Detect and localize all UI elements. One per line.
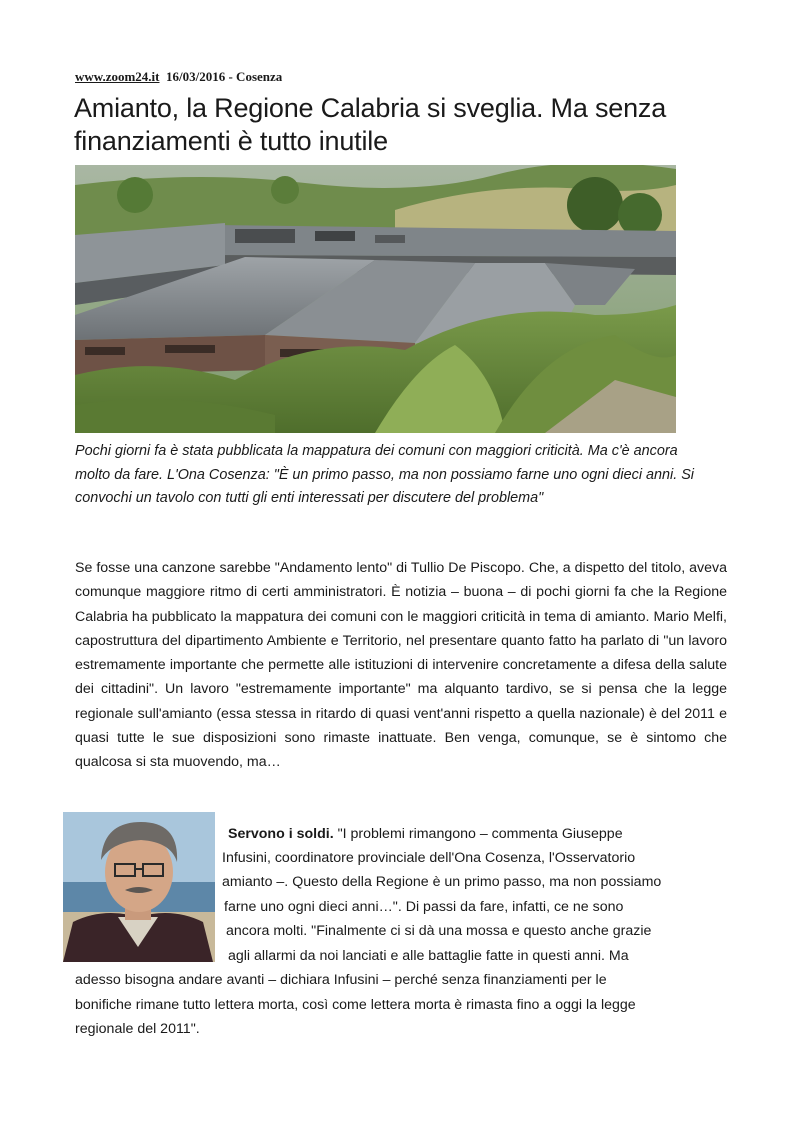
paragraph2-line-4: farne uno ogni dieci anni…". Di passi da fare, infatti, ce ne sono [224, 899, 624, 915]
paragraph2-line-5: ancora molti. "Finalmente ci si dà una mossa e questo anche grazie [226, 923, 652, 939]
section-lead-in: Servono i soldi. [228, 826, 334, 842]
paragraph2-line-7: adesso bisogna andare avanti – dichiara Infusini – perché senza finanziamenti per le [75, 972, 607, 988]
hero-photo-abandoned-warehouses [75, 165, 676, 433]
paragraph2-line-9: regionale del 2011". [75, 1021, 200, 1037]
source-website-link[interactable]: www.zoom24.it [75, 69, 160, 84]
photo-caption: Pochi giorni fa è stata pubblicata la mappatura dei comuni con maggiori criticità. Ma c'è ancora molto da fare. L'Ona Cosenza: "È un primo passo, ma non possiamo farne uno ogni dieci anni. Si convochi un tavolo con tutti gli enti interessati per discutere del problema" [75, 443, 695, 506]
paragraph2-line-1-text: "I problemi rimangono – commenta Giuseppe [337, 826, 623, 842]
article-headline: Amianto, la Regione Calabria si sveglia. Ma senza finanziamenti è tutto inutile [74, 93, 667, 156]
portrait-photo-giuseppe-infusini [63, 812, 215, 962]
paragraph2-line-1 [228, 822, 623, 846]
paragraph2-line-8: bonifiche rimane tutto lettera morta, così come lettera morta è rimasta fino a oggi la legge [75, 997, 636, 1013]
paragraph2-line-2: Infusini, coordinatore provinciale dell'Ona Cosenza, l'Osservatorio [222, 850, 636, 866]
article-source-line [75, 69, 282, 85]
paragraph2-line-6: agli allarmi da noi lanciati e alle battaglie fatte in questi anni. Ma [228, 948, 629, 964]
paragraph2-line-3: amianto –. Questo della Regione è un primo passo, ma non possiamo [222, 874, 662, 890]
body-paragraph-1: Se fosse una canzone sarebbe "Andamento lento" di Tullio De Piscopo. Che, a dispetto del titolo, aveva comunque maggiore ritmo di certi amministratori. È notizia – buona – di pochi giorni fa che la Regione Calabria ha pubblicato la mappatura dei comuni con le maggiori criticità in tema di amianto. Mario Melfi, capostruttura del dipartimento Ambiente e Territorio, nel presentare quanto fatto ha parlato di "un lavoro estremamente importante che permette alle istituzioni di intervenire concretamente a difesa della salute dei cittadini". Un lavoro "estremamente importante" ma alquanto tardivo, se si pensa che la legge regionale sull'amianto (essa stessa in ritardo di quasi vent'anni rispetto a quella nazionale) è del 2011 e quasi tutte le sue disposizioni sono rimaste inattuate. Ben venga, comunque, se è sintomo che qualcosa si sta muovendo, ma… [75, 560, 727, 771]
source-date-location: 16/03/2016 - Cosenza [166, 69, 283, 84]
